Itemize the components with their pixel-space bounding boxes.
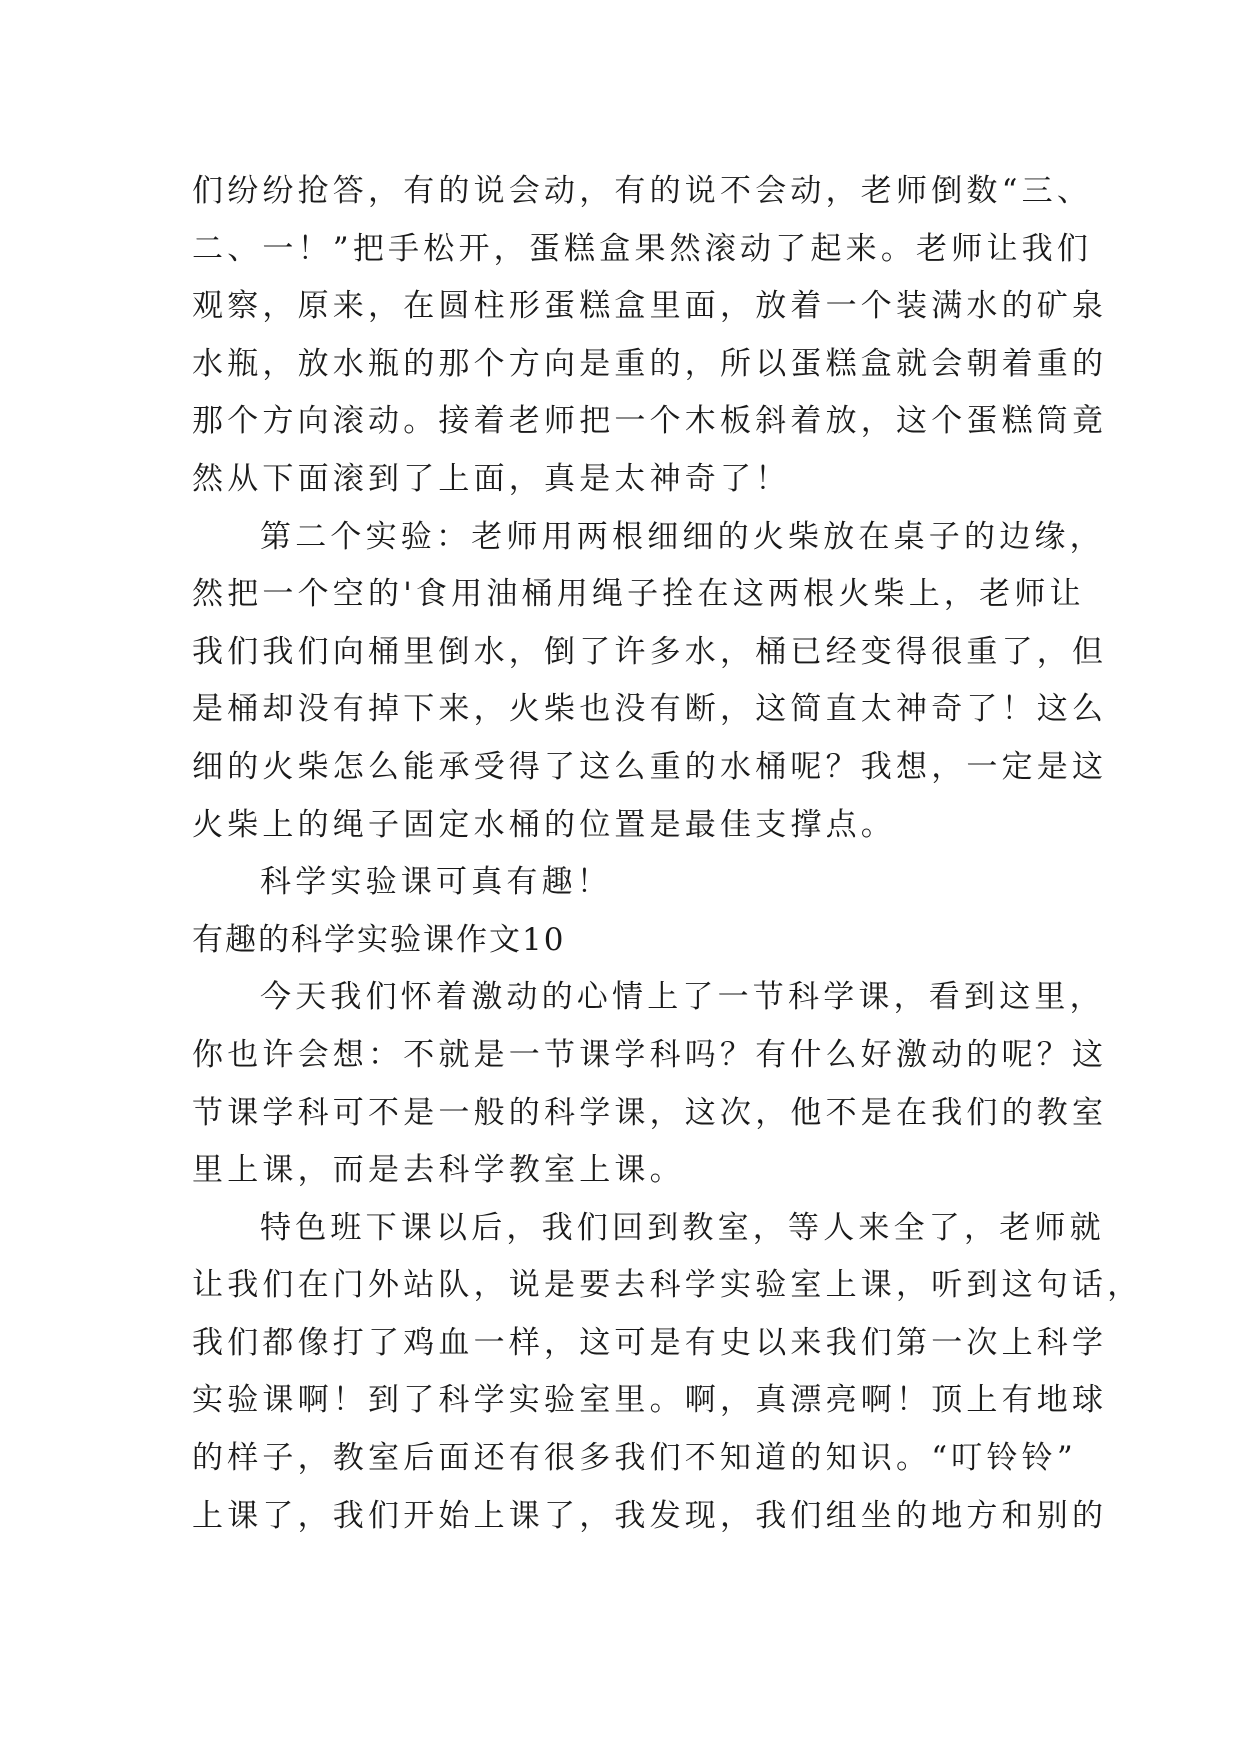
paragraph-first-line: 第二个实验：老师用两根细细的火柴放在桌子的边缘，	[260, 518, 1105, 555]
text-line: 细的火柴怎么能承受得了这么重的水桶呢？我想，一定是这	[192, 748, 1108, 785]
text-line: 的样子，教室后面还有很多我们不知道的知识。“叮铃铃”	[192, 1440, 1077, 1477]
document-body	[192, 163, 1143, 1545]
text-line: 实验课啊！到了科学实验室里。啊，真漂亮啊！顶上有地球	[192, 1382, 1108, 1419]
text-line: 上课了，我们开始上课了，我发现，我们组坐的地方和别的	[192, 1497, 1108, 1534]
text-line: 我们都像打了鸡血一样，这可是有史以来我们第一次上科学	[192, 1324, 1108, 1361]
text-line: 然把一个空的'食用油桶用绳子拴在这两根火柴上，老师让	[192, 576, 1085, 613]
text-line: 火柴上的绳子固定水桶的位置是最佳支撑点。	[192, 806, 896, 843]
text-line: 是桶却没有掉下来，火柴也没有断，这简直太神奇了！这么	[192, 691, 1108, 728]
text-line: 我们我们向桶里倒水，倒了许多水，桶已经变得很重了，但	[192, 633, 1108, 670]
section-heading: 有趣的科学实验课作文10	[192, 921, 566, 958]
text-line: 观察，原来，在圆柱形蛋糕盒里面，放着一个装满水的矿泉	[192, 288, 1108, 325]
text-line: 那个方向滚动。接着老师把一个木板斜着放，这个蛋糕筒竟	[192, 403, 1108, 440]
text-line: 你也许会想：不就是一节课学科吗？有什么好激动的呢？这	[192, 1036, 1108, 1073]
paragraph-first-line: 特色班下课以后，我们回到教室，等人来全了，老师就	[260, 1209, 1105, 1246]
text-line: 水瓶，放水瓶的那个方向是重的，所以蛋糕盒就会朝着重的	[192, 345, 1108, 382]
text-line: 然从下面滚到了上面，真是太神奇了！	[192, 460, 791, 497]
text-line: 们纷纷抢答，有的说会动，有的说不会动，老师倒数“三、	[192, 173, 1093, 209]
paragraph-first-line: 今天我们怀着激动的心情上了一节科学课，看到这里，	[260, 979, 1105, 1016]
text-line: 节课学科可不是一般的科学课，这次，他不是在我们的教室	[192, 1094, 1108, 1131]
paragraph-first-line: 科学实验课可真有趣！	[260, 864, 612, 901]
text-line: 里上课，而是去科学教室上课。	[192, 1152, 685, 1189]
text-line: 二、一！”把手松开，蛋糕盒果然滚动了起来。老师让我们	[192, 230, 1093, 267]
text-line: 让我们在门外站队，说是要去科学实验室上课，听到这句话，	[192, 1267, 1143, 1304]
